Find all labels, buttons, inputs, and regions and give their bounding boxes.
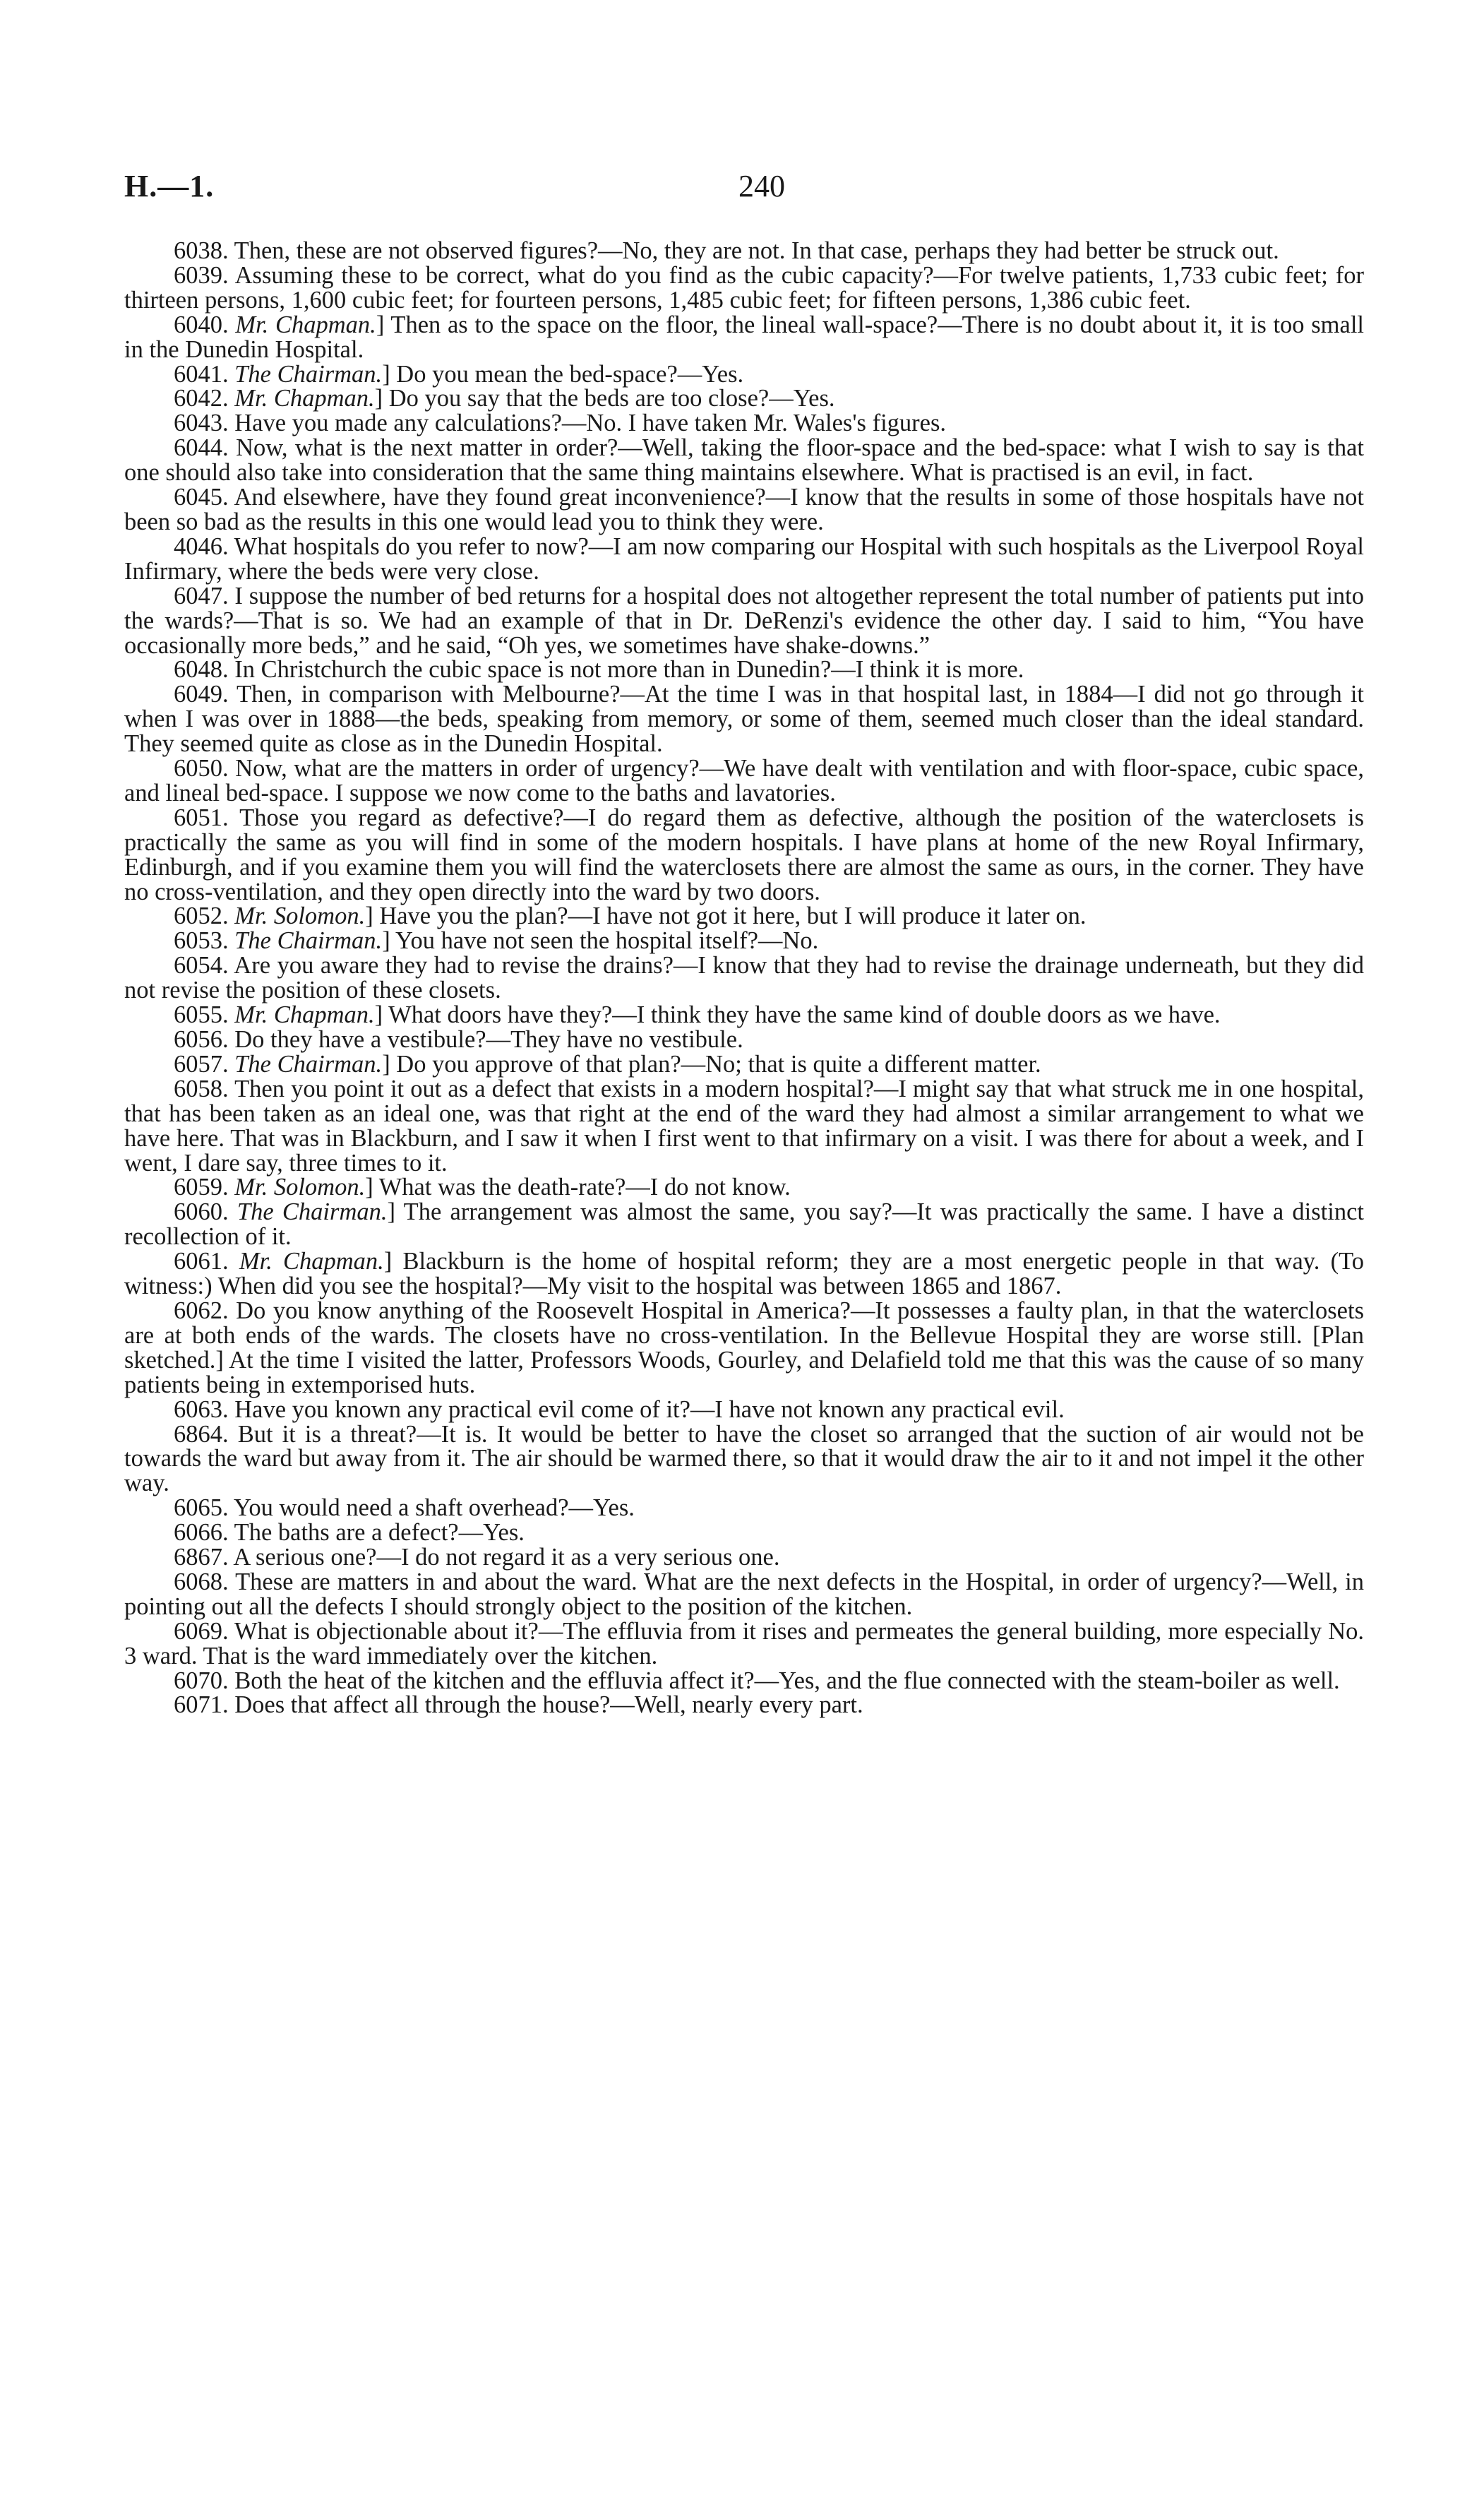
question-6864: 6864. But it is a threat?—It is. It would be better to have the closet so arranged that the suction of air would not be towards the ward but away from it. The air should be warmed there, so that it would draw the air to it and not impel it the other way.: [124, 1420, 1364, 1497]
speaker-name: Mr. Chapman.: [234, 385, 375, 412]
page-header: [124, 168, 1364, 210]
document-reference: H.—1.: [124, 169, 215, 203]
speaker-name: Mr. Chapman.: [234, 1001, 375, 1029]
question-6062: 6062. Do you know anything of the Roosevelt Hospital in America?—It possesses a faulty plan, in that the waterclosets are at both ends of the wards. The closets have no cross-ventilation. In the Bellevue Hospital they are worse still. [Plan sketched.] At the time I visited the latter, Professors Woods, Gourley, and Delafield told me that this was the cause of so many patients being in extemporised huts.: [124, 1297, 1364, 1398]
question-6063: 6063. Have you known any practical evil come of it?—I have not known any practical evil.: [174, 1395, 1065, 1423]
question-4046: 4046. What hospitals do you refer to now?—I am now comparing our Hospital with such hospitals as the Liverpool Royal Infirmary, where the beds were very close.: [124, 532, 1364, 585]
question-6048: 6048. In Christchurch the cubic space is not more than in Dunedin?—I think it is more.: [174, 656, 1024, 684]
question-6066: 6066. The baths are a defect?—Yes.: [174, 1519, 525, 1547]
question-6867: 6867. A serious one?—I do not regard it as a very serious one.: [174, 1544, 780, 1571]
question-6039: 6039. Assuming these to be correct, what do you find as the cubic capacity?—For twelve patients, 1,733 cubic feet; for thirteen persons, 1,600 cubic feet; for fourteen persons, 1,485 cubic feet; for fifteen persons, 1,386 cubic feet.: [124, 261, 1364, 314]
question-6038: 6038. Then, these are not observed figures?—No, they are not. In that case, perhaps they had better be struck out.: [174, 237, 1279, 264]
question-6055: 6055. Mr. Chapman.] What doors have they?—I think they have the same kind of double doors as we have.: [174, 1001, 1221, 1029]
question-6068: 6068. These are matters in and about the ward. What are the next defects in the Hospital, in order of urgency?—Well, in pointing out all the defects I should strongly object to the position of the kitchen.: [124, 1568, 1364, 1620]
question-6053: 6053. The Chairman.] You have not seen the hospital itself?—No.: [174, 927, 819, 955]
question-6050: 6050. Now, what are the matters in order of urgency?—We have dealt with ventilation and with floor-space, cubic space, and lineal bed-space. I suppose we now come to the baths and lavatories.: [124, 755, 1364, 806]
question-6045: 6045. And elsewhere, have they found great inconvenience?—I know that the results in some of those hospitals have not been so bad as the results in this one would lead you to think they were.: [124, 484, 1364, 535]
question-6058: 6058. Then you point it out as a defect that exists in a modern hospital?—I might say that what struck me in one hospital, that has been taken as an ideal one, was that right at the end of the ward they had almost a similar arrangement to what we have here. That was in Blackburn, and I saw it when I first went to that infirmary on a visit. I was there for about a week, and I went, I dare say, three times to it.: [124, 1075, 1364, 1177]
question-6043: 6043. Have you made any calculations?—No. I have taken Mr. Wales's figures.: [174, 410, 947, 437]
question-6057: 6057. The Chairman.] Do you approve of that plan?—No; that is quite a different matter.: [174, 1050, 1041, 1078]
question-6054: 6054. Are you aware they had to revise the drains?—I know that they had to revise the drainage underneath, but they did not revise the position of these closets.: [124, 952, 1364, 1004]
speaker-name: The Chairman.: [237, 1198, 388, 1226]
question-6042: 6042. Mr. Chapman.] Do you say that the beds are too close?—Yes.: [174, 385, 835, 412]
question-6069: 6069. What is objectionable about it?—The effluvia from it rises and permeates the general building, more especially No. 3 ward. That is the ward immediately over the kitchen.: [124, 1617, 1364, 1669]
question-6060: 6060. The Chairman.] The arrangement was almost the same, you say?—It was practically the same. I have a distinct recollection of it.: [124, 1198, 1365, 1251]
speaker-name: Mr. Chapman.: [235, 311, 376, 338]
speaker-name: Mr. Solomon.: [234, 1174, 366, 1201]
question-6065: 6065. You would need a shaft overhead?—Yes.: [174, 1494, 635, 1522]
question-6056: 6056. Do they have a vestibule?—They have no vestibule.: [174, 1026, 743, 1053]
question-6071: 6071. Does that affect all through the house?—Well, nearly every part.: [174, 1691, 863, 1719]
question-6052: 6052. Mr. Solomon.] Have you the plan?—I have not got it here, but I will produce it later on.: [174, 903, 1087, 930]
page-number: 240: [738, 169, 785, 203]
speaker-name: Mr. Solomon.: [234, 903, 366, 930]
speaker-name: The Chairman.: [234, 927, 383, 955]
question-6059: 6059. Mr. Solomon.] What was the death-rate?—I do not know.: [174, 1174, 791, 1201]
question-6040: 6040. Mr. Chapman.] Then as to the space on the floor, the lineal wall-space?—There is no doubt about it, it is too small in the Dunedin Hospital.: [124, 311, 1364, 363]
question-6070: 6070. Both the heat of the kitchen and the effluvia affect it?—Yes, and the flue connected with the steam-boiler as well.: [174, 1667, 1340, 1694]
question-6051: 6051. Those you regard as defective?—I do regard them as defective, although the position of the waterclosets is practically the same as you will find in some of the modern hospitals. I have plans at home of the new Royal Infirmary, Edinburgh, and if you examine them you will find the waterclosets there are almost the same as ours, in the corner. They have no cross-ventilation, and they open directly into the ward by two doors.: [124, 804, 1364, 905]
evidence-transcript: [124, 239, 1364, 1717]
question-6047: 6047. I suppose the number of bed returns for a hospital does not altogether represent the total number of patients put into the wards?—That is so. We had an example of that in Dr. DeRenzi's evidence the other day. I said to him, “You have occasionally more beds,” and he said, “Oh yes, we sometimes have shake-downs.”: [124, 582, 1364, 659]
speaker-name: Mr. Chapman.: [239, 1248, 384, 1275]
question-6061: 6061. Mr. Chapman.] Blackburn is the home of hospital reform; they are a most energetic people in that way. (To witness:) When did you see the hospital?—My visit to the hospital was between 1865 and 1867.: [124, 1248, 1364, 1300]
question-6041: 6041. The Chairman.] Do you mean the bed-space?—Yes.: [174, 360, 744, 388]
question-6044: 6044. Now, what is the next matter in order?—Well, taking the floor-space and the bed-space: what I wish to say is that one should also take into consideration that the same thing maintains elsewhere. What is practised is an evil, in fact.: [124, 434, 1364, 487]
question-6049: 6049. Then, in comparison with Melbourne?—At the time I was in that hospital last, in 1884—I did not go through it when I was over in 1888—the beds, speaking from memory, or some of them, seemed much closer than the ideal standard. They seemed quite as close as in the Dunedin Hospital.: [124, 681, 1364, 758]
speaker-name: The Chairman.: [234, 1050, 383, 1078]
speaker-name: The Chairman.: [234, 360, 383, 388]
